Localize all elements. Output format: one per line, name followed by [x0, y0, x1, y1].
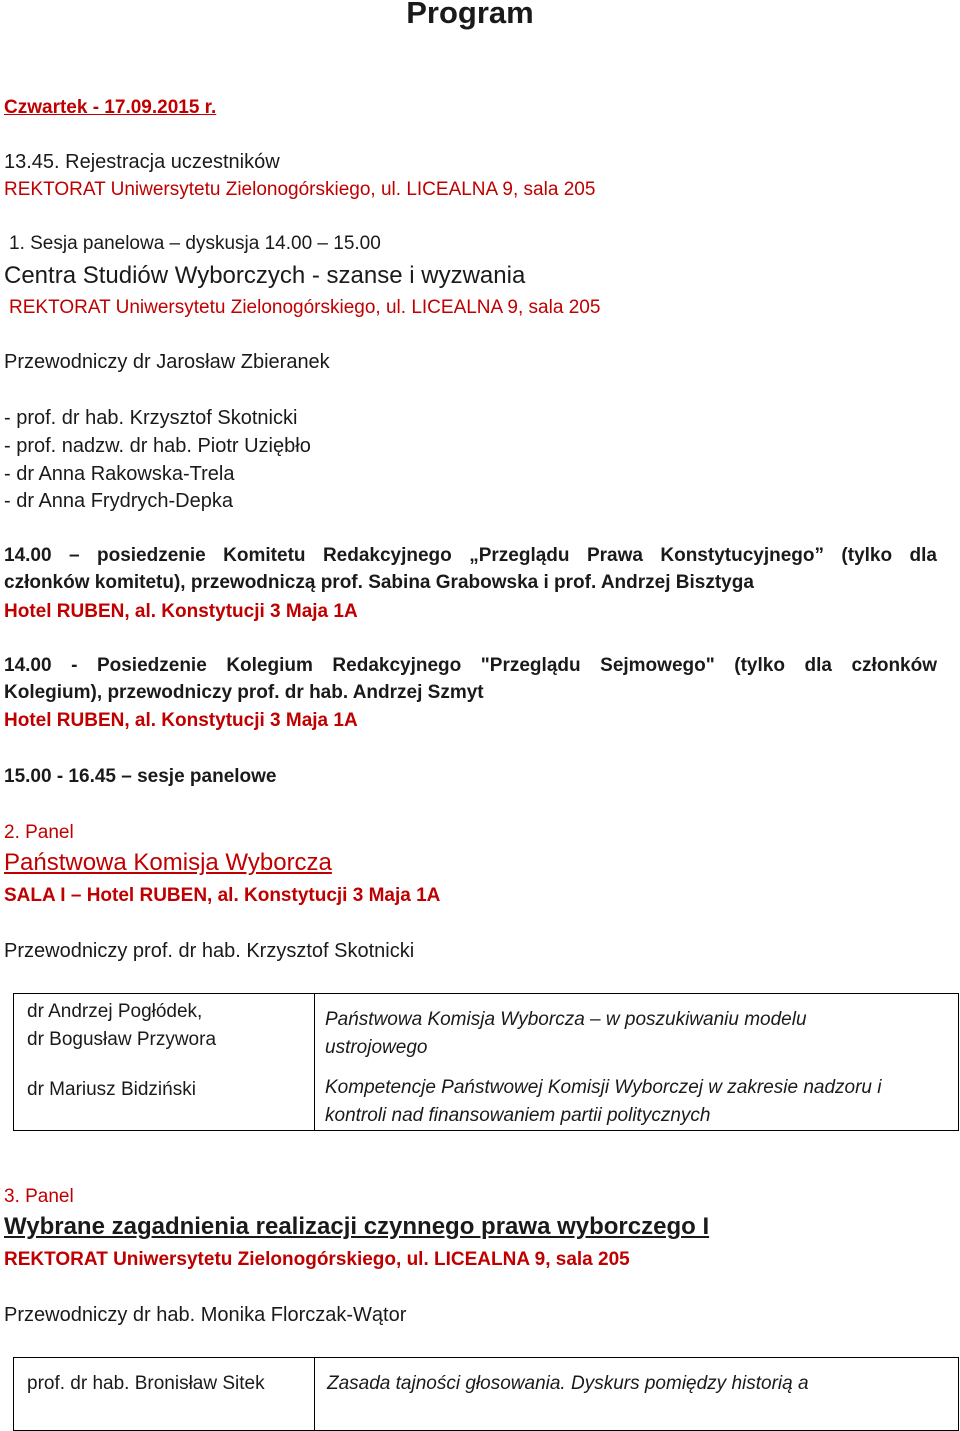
topic-line: Kompetencje Państwowej Komisji Wyborczej w zakresie nadzoru i: [325, 1077, 882, 1098]
registration-location: REKTORAT Uniwersytetu Zielonogórskiego, ul. LICEALNA 9, sala 205: [4, 179, 596, 200]
panel2-chair: Przewodniczy prof. dr hab. Krzysztof Skotnicki: [4, 940, 415, 962]
panel1-location: REKTORAT Uniwersytetu Zielonogórskiego, ul. LICEALNA 9, sala 205: [9, 297, 601, 318]
panel3-location: REKTORAT Uniwersytetu Zielonogórskiego, ul. LICEALNA 9, sala 205: [4, 1249, 630, 1270]
panel1-speaker: - prof. nadzw. dr hab. Piotr Uziębło: [4, 435, 311, 457]
meeting1-location: Hotel RUBEN, al. Konstytucji 3 Maja 1A: [4, 601, 358, 622]
panel1-header: 1. Sesja panelowa – dyskusja 14.00 – 15.00: [9, 233, 381, 254]
meeting1-line2: członków komitetu), przewodniczą prof. Sabina Grabowska i prof. Andrzej Bisztyga: [4, 572, 754, 593]
panel1-speaker: - prof. dr hab. Krzysztof Skotnicki: [4, 407, 298, 429]
panel3-table: [13, 1357, 959, 1431]
meeting2-location: Hotel RUBEN, al. Konstytucji 3 Maja 1A: [4, 710, 358, 731]
panel1-title: Centra Studiów Wyborczych - szanse i wyzwania: [4, 262, 526, 289]
speakers-cell: [14, 1358, 315, 1431]
topic-line: kontroli nad finansowaniem partii politycznych: [325, 1105, 711, 1126]
meeting2-line2: Kolegium), przewodniczy prof. dr hab. Andrzej Szmyt: [4, 682, 484, 703]
day-heading: Czwartek - 17.09.2015 r.: [4, 97, 217, 118]
table-row: [14, 994, 959, 1131]
panel3-chair: Przewodniczy dr hab. Monika Florczak-Wątor: [4, 1304, 407, 1326]
panel2-number: 2. Panel: [4, 822, 74, 843]
topic-line: ustrojowego: [325, 1037, 428, 1058]
panel3-title: Wybrane zagadnienia realizacji czynnego prawa wyborczego I: [4, 1213, 710, 1240]
topics-cell: [315, 994, 959, 1131]
panel2-table: [13, 993, 959, 1131]
program-title: Program: [406, 0, 534, 30]
speaker-name: dr Andrzej Pogłódek,: [27, 1001, 203, 1022]
topics-cell: [315, 1358, 959, 1431]
sessions-header: 15.00 - 16.45 – sesje panelowe: [4, 766, 277, 787]
speaker-name: prof. dr hab. Bronisław Sitek: [27, 1373, 265, 1394]
panel1-speaker: - dr Anna Frydrych-Depka: [4, 490, 233, 512]
topic-line: Zasada tajności głosowania. Dyskurs pomiędzy historią a: [327, 1373, 809, 1394]
registration-time: 13.45. Rejestracja uczestników: [4, 151, 280, 173]
table-row: [14, 1358, 959, 1431]
meeting2-line1: 14.00 - Posiedzenie Kolegium Redakcyjnego "Przeglądu Sejmowego" (tylko dla członków: [4, 655, 937, 676]
panel1-chair: Przewodniczy dr Jarosław Zbieranek: [4, 351, 330, 373]
panel3-number: 3. Panel: [4, 1186, 74, 1207]
meeting1-line1: 14.00 – posiedzenie Komitetu Redakcyjnego „Przeglądu Prawa Konstytucyjnego” (tylko dla: [4, 545, 937, 566]
speaker-name: dr Mariusz Bidziński: [27, 1079, 196, 1100]
speakers-cell: [14, 994, 315, 1131]
panel1-speaker: - dr Anna Rakowska-Trela: [4, 463, 235, 485]
panel2-title: Państwowa Komisja Wyborcza: [4, 849, 332, 876]
topic-line: Państwowa Komisja Wyborcza – w poszukiwaniu modelu: [325, 1009, 807, 1030]
speaker-name: dr Bogusław Przywora: [27, 1029, 217, 1050]
panel2-location: SALA I – Hotel RUBEN, al. Konstytucji 3 Maja 1A: [4, 885, 441, 906]
